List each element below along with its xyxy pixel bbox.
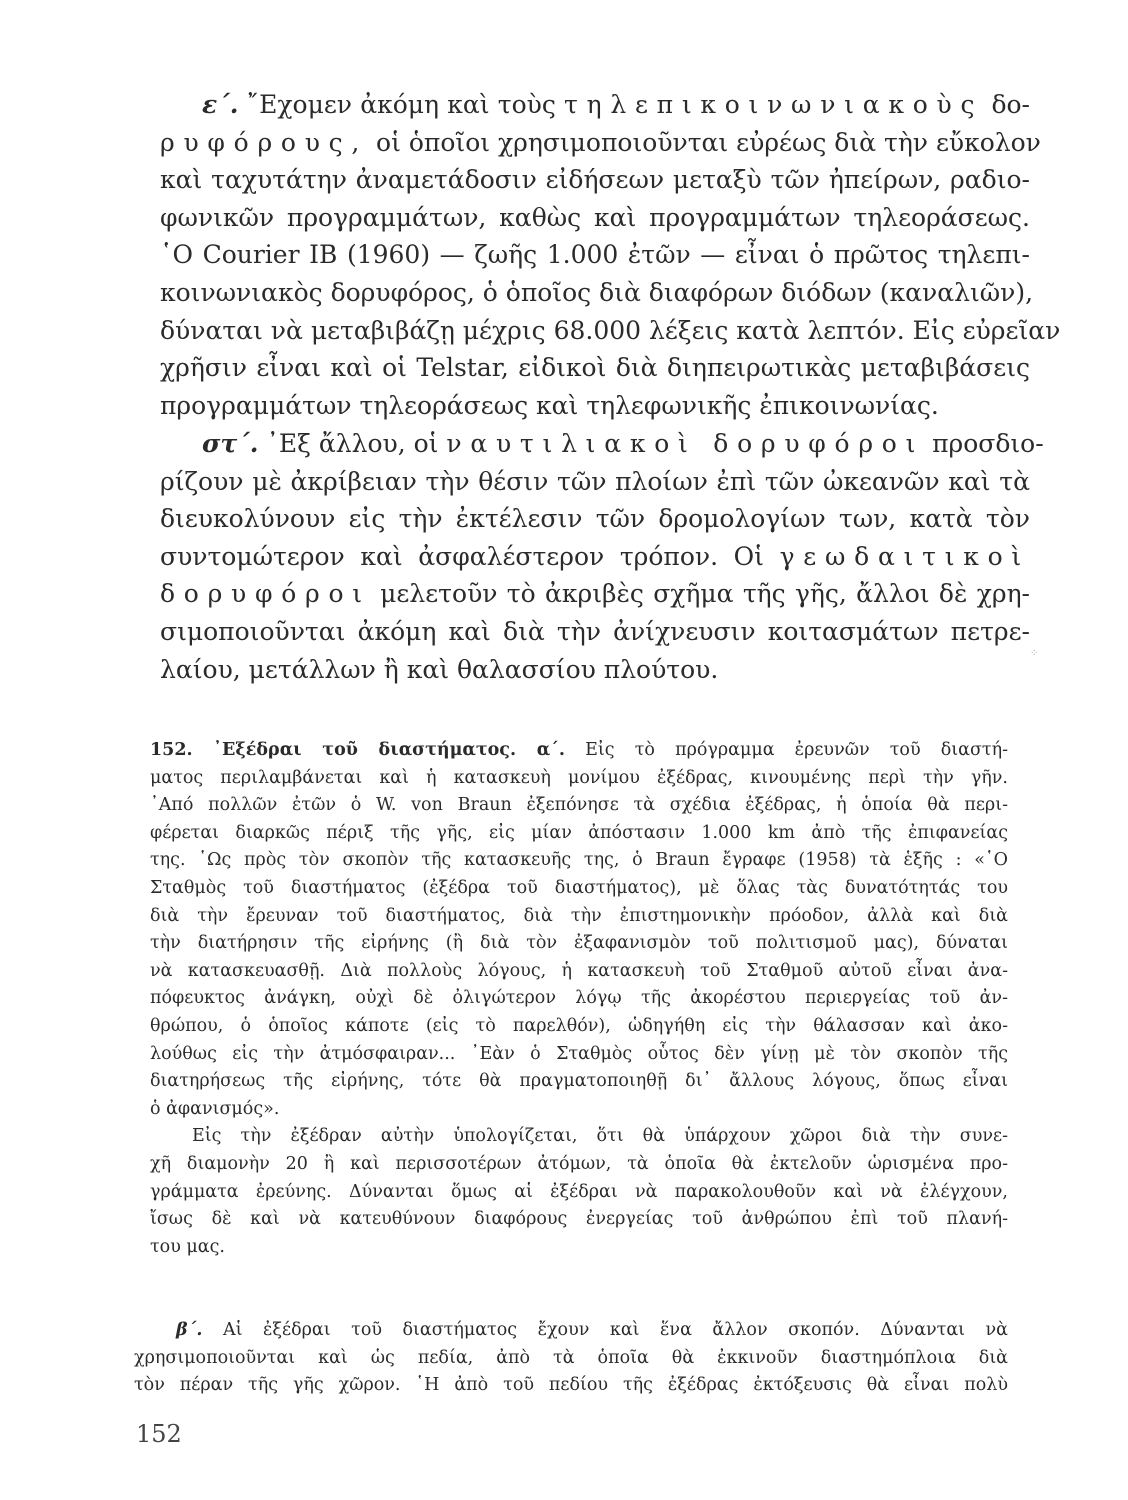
text-line bbox=[150, 1096, 1008, 1124]
text-run: πόφευκτος ἀνάγκη, οὐχὶ δὲ ὀλιγώτερον λόγῳ τῆς ἀκορέστου περιεργείας τοῦ ἀν- bbox=[150, 988, 1008, 1009]
section-b bbox=[134, 1317, 1008, 1400]
section-marker: 152. ᾿Εξέδραι τοῦ διαστήματος. α΄. bbox=[150, 740, 566, 760]
text-line bbox=[150, 847, 1008, 875]
page-number: 152 bbox=[136, 1420, 182, 1448]
text-run: φέρεται διαρκῶς πέριξ τῆς γῆς, εἰς μίαν ἀπόστασιν 1.000 km ἀπὸ τῆς ἐπιφανείας bbox=[150, 822, 1008, 843]
text-line bbox=[160, 236, 1030, 274]
text-run: συντομώτερον καὶ ἀσφαλέστερον τρόπον. Οἱ bbox=[160, 541, 780, 571]
text-run: δο- bbox=[983, 90, 1030, 119]
text-line bbox=[160, 349, 1030, 387]
text-line bbox=[160, 500, 1030, 538]
spaced-term: ρυφόρους, bbox=[160, 127, 369, 157]
text-line bbox=[150, 820, 1008, 848]
text-line bbox=[160, 312, 1061, 350]
text-run: θρώπου, ὁ ὁποῖος κάποτε (εἰς τὸ παρελθόν), ὡδηγήθη εἰς τὴν θάλασσαν καὶ ἀκο- bbox=[150, 1015, 1008, 1036]
text-run: λούθως εἰς τὴν ἀτμόσφαιραν... ᾿Εὰν ὁ Σταθμὸς οὗτος δὲν γίνῃ μὲ τὸν σκοπὸν τῆς bbox=[150, 1043, 1008, 1064]
text-line bbox=[150, 1179, 1008, 1207]
text-line bbox=[160, 463, 1030, 501]
section-st bbox=[160, 425, 1044, 688]
section-marker: β΄. bbox=[176, 1320, 203, 1340]
text-run: δύναται νὰ μεταβιβάζῃ μέχρις 68.000 λέξεις κατὰ λεπτόν. Εἰς εὐρεῖαν bbox=[160, 315, 1061, 345]
text-line bbox=[150, 875, 1008, 903]
text-run: λαίου, μετάλλων ἢ καὶ θαλασσίου πλούτου. bbox=[160, 654, 719, 684]
text-line bbox=[160, 199, 1030, 237]
text-run: τὴν διατήρησιν τῆς εἰρήνης (ἢ διὰ τὸν ἐξαφανισμὸν τοῦ πολιτισμοῦ μας), δύναται bbox=[150, 933, 1008, 954]
text-run: φωνικῶν προγραμμάτων, καθὼς καὶ προγραμμάτων τηλεοράσεως. bbox=[160, 202, 1030, 232]
text-run: τὸν πέραν τῆς γῆς χῶρον. ῾Η ἀπὸ τοῦ πεδίου τῆς ἐξέδρας ἐκτόξευσις θὰ εἶναι πολὺ bbox=[134, 1375, 1008, 1396]
text-line bbox=[134, 1372, 1008, 1400]
text-run: μελετοῦν τὸ ἀκριβὲς σχῆμα τῆς γῆς, ἄλλοι δὲ χρη- bbox=[370, 579, 1030, 609]
text-line bbox=[150, 958, 1008, 986]
text-run: ἴσως δὲ καὶ νὰ κατευθύνουν διαφόρους ἐνεργείας τοῦ ἀνθρώπου ἐπὶ τοῦ πλανή- bbox=[150, 1209, 1008, 1230]
text-line bbox=[150, 985, 1008, 1013]
text-line bbox=[160, 538, 1030, 576]
text-line bbox=[134, 1345, 1008, 1373]
text-line bbox=[160, 124, 1041, 162]
text-run: χρησιμοποιοῦνται καὶ ὡς πεδία, ἀπὸ τὰ ὁποῖα θὰ ἐκκινοῦν διαστημόπλοια διὰ bbox=[134, 1347, 1008, 1368]
text-line bbox=[160, 274, 1034, 312]
text-run: γράμματα ἐρεύνης. Δύνανται ὅμως αἱ ἐξέδραι νὰ παρακολουθοῦν καὶ νὰ ἐλέγχουν, bbox=[150, 1181, 1008, 1202]
text-run: νὰ κατασκευασθῇ. Διὰ πολλοὺς λόγους, ἡ κατασκευὴ τοῦ Σταθμοῦ αὐτοῦ εἶναι ἀνα- bbox=[150, 960, 1008, 981]
text-run: ῾Ο Courier IB (1960) — ζωῆς 1.000 ἐτῶν — εἶναι ὁ πρῶτος τηλεπι- bbox=[160, 240, 1030, 270]
text-line bbox=[160, 425, 1044, 463]
section-152 bbox=[150, 737, 1008, 1261]
text-run: ᾿Από πολλῶν ἐτῶν ὁ W. von Braun ἐξεπόνησε τὰ σχέδια ἐξέδρας, ἡ ὁποία θὰ περι- bbox=[150, 795, 1008, 816]
text-line bbox=[150, 1151, 1008, 1179]
text-run: προγραμμάτων τηλεοράσεως καὶ τηλεφωνικῆς ἐπικοινωνίας. bbox=[160, 390, 939, 420]
text-line bbox=[150, 765, 1008, 793]
text-line bbox=[150, 1013, 1008, 1041]
text-run: Εἰς τὸ πρόγραμμα ἐρευνῶν τοῦ διαστή- bbox=[565, 740, 1008, 760]
text-run: διὰ τὴν ἔρευναν τοῦ διαστήματος, διὰ τὴν ἐπιστημονικὴν πρόοδον, ἀλλὰ καὶ διὰ bbox=[150, 905, 1008, 926]
text-run: διατηρήσεως τῆς εἰρήνης, τότε θὰ πραγματοποιηθῇ δι᾿ ἄλλους λόγους, ὅπως εἶναι bbox=[150, 1071, 1008, 1092]
text-line bbox=[160, 86, 1030, 124]
text-run: χρῆσιν εἶναι καὶ οἱ Telstar, εἰδικοὶ διὰ διηπειρωτικὰς μεταβιβάσεις bbox=[160, 353, 1030, 383]
text-run: οἱ ὁποῖοι χρησιμοποιοῦνται εὐρέως διὰ τὴν εὔκολον bbox=[368, 127, 1041, 157]
text-run: σιμοποιοῦνται ἀκόμη καὶ διὰ τὴν ἀνίχνευσιν κοιτασμάτων πετρε- bbox=[160, 616, 1030, 646]
text-line bbox=[150, 1234, 1008, 1262]
text-line bbox=[160, 575, 1030, 613]
text-line bbox=[150, 737, 1008, 765]
smudge-mark: ⁘ bbox=[1030, 648, 1039, 659]
text-run: του μας. bbox=[150, 1236, 225, 1257]
text-run: ρίζουν μὲ ἀκρίβειαν τὴν θέσιν τῶν πλοίων ἐπὶ τῶν ὠκεανῶν καὶ τὰ bbox=[160, 466, 1030, 496]
spaced-term: γεωδαιτικοὶ bbox=[779, 541, 1030, 571]
text-line bbox=[150, 903, 1008, 931]
text-run: Σταθμὸς τοῦ διαστήματος (ἐξέδρα τοῦ διαστήματος), μὲ ὅλας τὰς δυνατότητάς του bbox=[150, 877, 1008, 898]
text-run: καὶ ταχυτάτην ἀναμετάδοσιν εἰδήσεων μεταξὺ τῶν ἠπείρων, ραδιο- bbox=[160, 165, 1030, 195]
section-marker: στ΄. bbox=[202, 429, 259, 458]
text-run: Αἱ ἐξέδραι τοῦ διαστήματος ἔχουν καὶ ἕνα ἄλλον σκοπόν. Δύνανται νὰ bbox=[202, 1320, 1008, 1340]
text-line bbox=[150, 792, 1008, 820]
text-run: διευκολύνουν εἰς τὴν ἐκτέλεσιν τῶν δρομολογίων των, κατὰ τὸν bbox=[160, 504, 1030, 534]
text-run: κοινωνιακὸς δορυφόρος, ὁ ὁποῖος διὰ διαφόρων διόδων (καναλιῶν), bbox=[160, 277, 1034, 307]
spaced-term: ναυτιλιακοὶ δορυφόροι bbox=[446, 429, 925, 458]
text-line bbox=[160, 651, 1030, 689]
text-run: ματος περιλαμβάνεται καὶ ἡ κατασκευὴ μονίμου ἐξέδρας, κινουμένης περὶ τὴν γῆν. bbox=[150, 767, 1008, 788]
text-run: της. ῾Ως πρὸς τὸν σκοπὸν τῆς κατασκευῆς της, ὁ Braun ἔγραφε (1958) τὰ ἑξῆς : «῾Ο bbox=[150, 850, 1008, 871]
section-e bbox=[160, 86, 1061, 424]
text-line bbox=[150, 1123, 1008, 1151]
spaced-term: δορυφόροι bbox=[160, 579, 371, 609]
text-line bbox=[160, 161, 1030, 199]
spaced-term: τηλεπικοινωνιακοὺς bbox=[564, 90, 984, 119]
text-run: χῆ διαμονὴν 20 ἢ καὶ περισσοτέρων ἀτόμων, τὰ ὁποῖα θὰ ἐκτελοῦν ὡρισμένα προ- bbox=[150, 1153, 1008, 1174]
text-line bbox=[150, 1068, 1008, 1096]
text-run: ᾿Εξ ἄλλου, οἱ bbox=[258, 429, 447, 458]
text-run: ῎Εχομεν ἀκόμη καὶ τοὺς bbox=[238, 90, 565, 119]
text-line bbox=[150, 1041, 1008, 1069]
text-line bbox=[160, 387, 1030, 425]
text-run: ὁ ἀφανισμός». bbox=[150, 1098, 280, 1119]
section-marker: ε΄. bbox=[202, 90, 239, 119]
text-line bbox=[150, 930, 1008, 958]
text-line bbox=[160, 613, 1030, 651]
text-line bbox=[150, 1206, 1008, 1234]
text-run: Εἰς τὴν ἐξέδραν αὐτὴν ὑπολογίζεται, ὅτι θὰ ὑπάρχουν χῶροι διὰ τὴν συνε- bbox=[192, 1126, 1008, 1147]
text-line bbox=[134, 1317, 1008, 1345]
text-run: προσδιο- bbox=[924, 429, 1044, 458]
